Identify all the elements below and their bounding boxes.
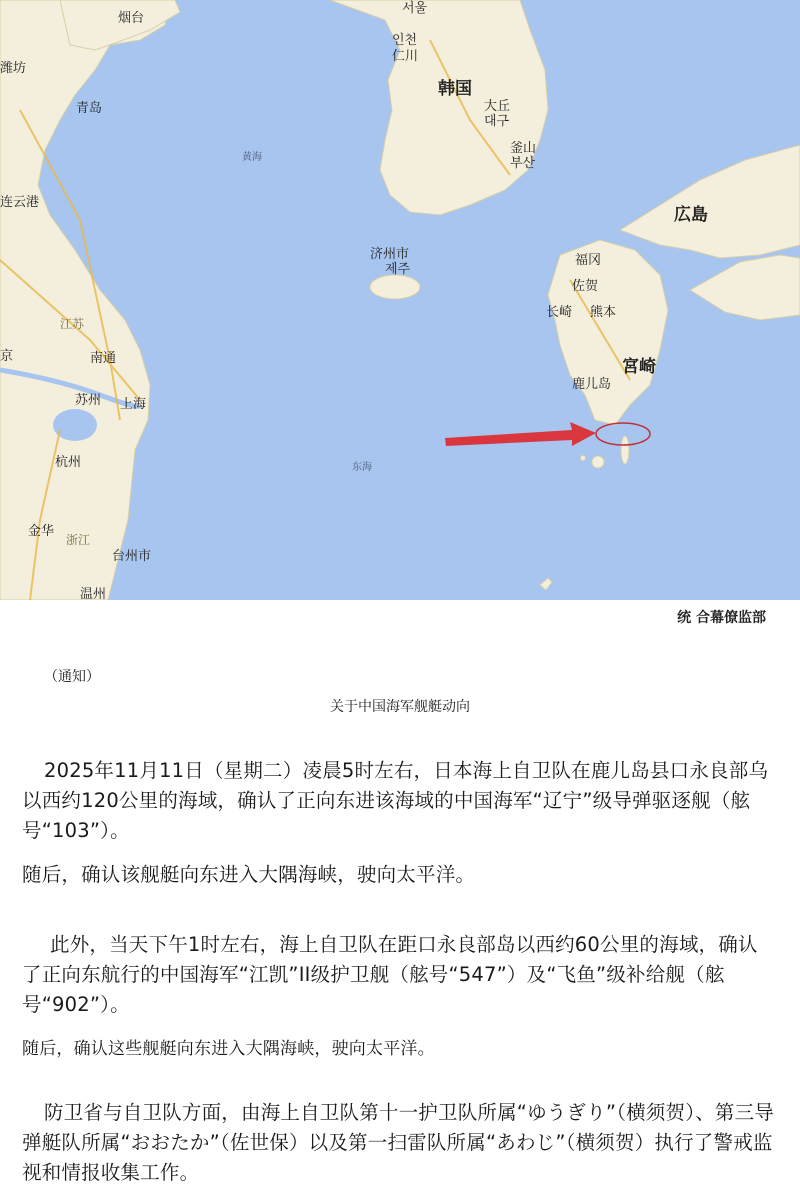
label-miyazaki: 宮崎 bbox=[622, 357, 656, 377]
label-zhejiang: 浙江 bbox=[66, 533, 91, 547]
label-nagasaki: 长崎 bbox=[546, 305, 573, 320]
label-jinhua: 金华 bbox=[28, 524, 55, 539]
label-qingdao: 青岛 bbox=[76, 101, 103, 116]
paragraph-5: 防卫省与自卫队方面，由海上自卫队第十一护卫队所属“ゆうぎり”（横须贺）、第三导弹艇队所属“おおたか”（佐世保）以及第一扫雷队所属“あわじ”（横须贺）执行了警戒监视和情报收集工作。 bbox=[22, 1101, 775, 1184]
label-incheon-cn: 仁川 bbox=[392, 49, 419, 64]
label-incheon-kr: 인천 bbox=[392, 33, 418, 48]
yakushima bbox=[592, 456, 604, 468]
label-korea: 韩国 bbox=[438, 79, 472, 99]
paragraph-1: 2025年11月11日（星期二）凌晨5时左右，日本海上自卫队在鹿儿岛县口永良部乌以西约120公里的海域，确认了正向东进该海域的中国海军“辽宁”级导弹驱逐舰（舷号“103”）。 bbox=[22, 759, 769, 842]
label-daegu-cn: 大丘 bbox=[484, 99, 511, 114]
notice-tag: （通知） bbox=[44, 669, 100, 685]
label-saga: 佐贺 bbox=[572, 279, 599, 294]
label-yellow-sea: 黄海 bbox=[242, 152, 262, 163]
source-credit: 统 合幕僚监部 bbox=[677, 610, 766, 626]
label-busan-cn: 釜山 bbox=[510, 141, 537, 156]
label-hangzhou: 杭州 bbox=[55, 455, 82, 470]
label-busan-kr: 부산 bbox=[510, 156, 536, 171]
label-jiangsu: 江苏 bbox=[60, 317, 85, 331]
label-seoul: 서울 bbox=[402, 1, 428, 16]
label-edge: 京 bbox=[0, 349, 14, 364]
jeju-island bbox=[370, 275, 420, 299]
label-wenzhou: 温州 bbox=[80, 587, 107, 600]
paragraph-3: 此外，当天下午1时左右，海上自卫队在距口永良部岛以西约60公里的海域，确认了正向东航行的中国海军“江凯”II级护卫舰（舷号“547”）及“飞鱼”级补给舰（舷号“902”）。 bbox=[22, 933, 758, 1016]
label-shanghai: 上海 bbox=[120, 397, 147, 412]
label-daegu-kr: 대구 bbox=[484, 114, 510, 129]
tanegashima bbox=[621, 436, 629, 464]
label-kagoshima: 鹿儿岛 bbox=[572, 377, 612, 392]
label-hiroshima: 広島 bbox=[674, 205, 708, 225]
label-yantai: 烟台 bbox=[118, 11, 145, 26]
label-nantong: 南通 bbox=[90, 351, 117, 366]
label-kumamoto: 熊本 bbox=[590, 305, 617, 320]
notice-title: 关于中国海军舰艇动向 bbox=[330, 699, 470, 715]
label-suzhou: 苏州 bbox=[75, 393, 102, 408]
paragraph-2: 随后，确认该舰艇向东进入大隅海峡，驶向太平洋。 bbox=[22, 863, 476, 886]
label-lianyungang: 连云港 bbox=[0, 195, 40, 210]
label-taizhou: 台州市 bbox=[112, 549, 152, 564]
paragraph-4: 随后，确认这些舰艇向东进入大隅海峡，驶向太平洋。 bbox=[22, 1039, 435, 1059]
label-east-sea: 东海 bbox=[352, 462, 372, 473]
label-jeju-cn: 济州市 bbox=[370, 247, 410, 262]
kuchinoerabu bbox=[581, 456, 586, 461]
label-jeju-kr: 제주 bbox=[385, 262, 411, 277]
label-fukuoka: 福冈 bbox=[575, 253, 602, 268]
label-weifang: 潍坊 bbox=[0, 61, 27, 76]
